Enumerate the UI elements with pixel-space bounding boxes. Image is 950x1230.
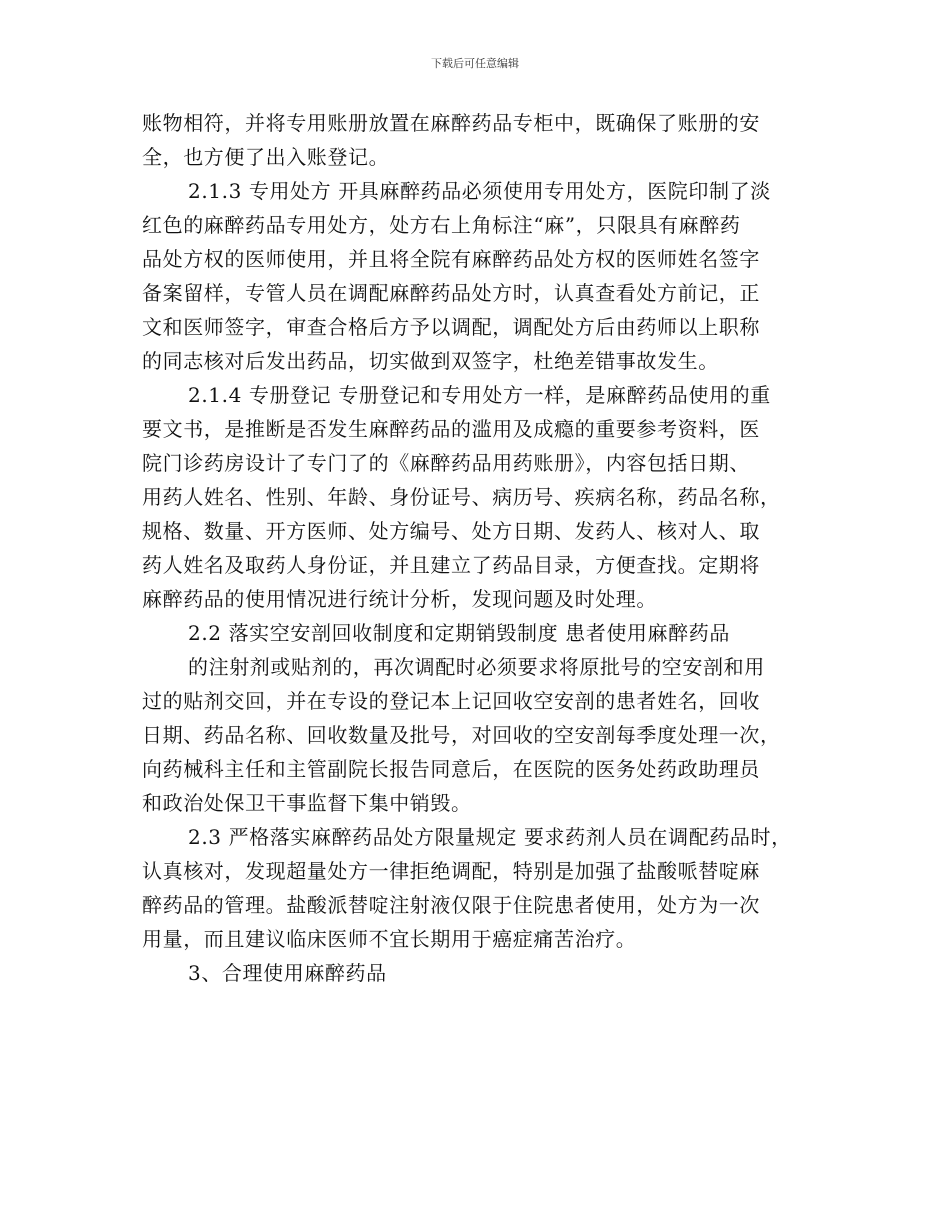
section-heading-3: 3、合理使用麻醉药品 [188, 961, 387, 985]
text-line: 醉药品的管理。盐酸派替啶注射液仅限于住院患者使用，处方为一次 [142, 893, 760, 917]
text-line: 麻醉药品的使用情况进行统计分析，发现问题及时处理。 [142, 587, 657, 611]
text-line: 日期、药品名称、回收数量及批号，对回收的空安剖每季度处理一次， [142, 723, 781, 747]
text-line: 品处方权的医师使用，并且将全院有麻醉药品处方权的医师姓名签字 [142, 247, 760, 271]
section-heading-2-2: 2.2 落实空安剖回收制度和定期销毁制度 患者使用麻醉药品 [188, 621, 730, 645]
text-line: 的注射剂或贴剂的，再次调配时必须要求将原批号的空安剖和用 [188, 655, 765, 679]
text-line: 认真核对，发现超量处方一律拒绝调配，特别是加强了盐酸哌替啶麻 [142, 859, 760, 883]
text-line: 文和医师签字，审查合格后方予以调配，调配处方后由药师以上职称 [142, 315, 760, 339]
document-body [142, 106, 832, 990]
section-heading-2-1-4: 2.1.4 专册登记 专册登记和专用处方一样，是麻醉药品使用的重 [188, 383, 771, 407]
text-line: 用量，而且建议临床医师不宜长期用于癌症痛苦治疗。 [142, 927, 637, 951]
text-line: 的同志核对后发出药品，切实做到双签字，杜绝差错事故发生。 [142, 349, 719, 373]
text-line: 全，也方便了出入账登记。 [142, 145, 390, 169]
text-line: 备案留样，专管人员在调配麻醉药品处方时，认真查看处方前记，正 [142, 281, 760, 305]
text-line: 过的贴剂交回，并在专设的登记本上记回收空安剖的患者姓名，回收 [142, 689, 760, 713]
text-line: 和政治处保卫干事监督下集中销毁。 [142, 791, 472, 815]
section-heading-2-1-3: 2.1.3 专用处方 开具麻醉药品必须使用专用处方，医院印制了淡 [188, 179, 771, 203]
text-line: 向药械科主任和主管副院长报告同意后，在医院的医务处药政助理员 [142, 757, 760, 781]
text-line: 账物相符，并将专用账册放置在麻醉药品专柜中，既确保了账册的安 [142, 111, 760, 135]
text-line: 院门诊药房设计了专门了的《麻醉药品用药账册》，内容包括日期、 [142, 451, 750, 475]
page-header: 下载后可任意编辑 [431, 57, 519, 70]
section-heading-2-3: 2.3 严格落实麻醉药品处方限量规定 要求药剂人员在调配药品时， [188, 825, 792, 849]
text-line: 药人姓名及取药人身份证，并且建立了药品目录，方便查找。定期将 [142, 553, 760, 577]
text-line: 要文书，是推断是否发生麻醉药品的滥用及成瘾的重要参考资料，医 [142, 417, 760, 441]
text-line: 规格、数量、开方医师、处方编号、处方日期、发药人、核对人、取 [142, 519, 760, 543]
text-line: 红色的麻醉药品专用处方，处方右上角标注“麻”，只限具有麻醉药 [142, 213, 741, 237]
text-line: 用药人姓名、性别、年龄、身份证号、病历号、疾病名称，药品名称， [142, 485, 781, 509]
